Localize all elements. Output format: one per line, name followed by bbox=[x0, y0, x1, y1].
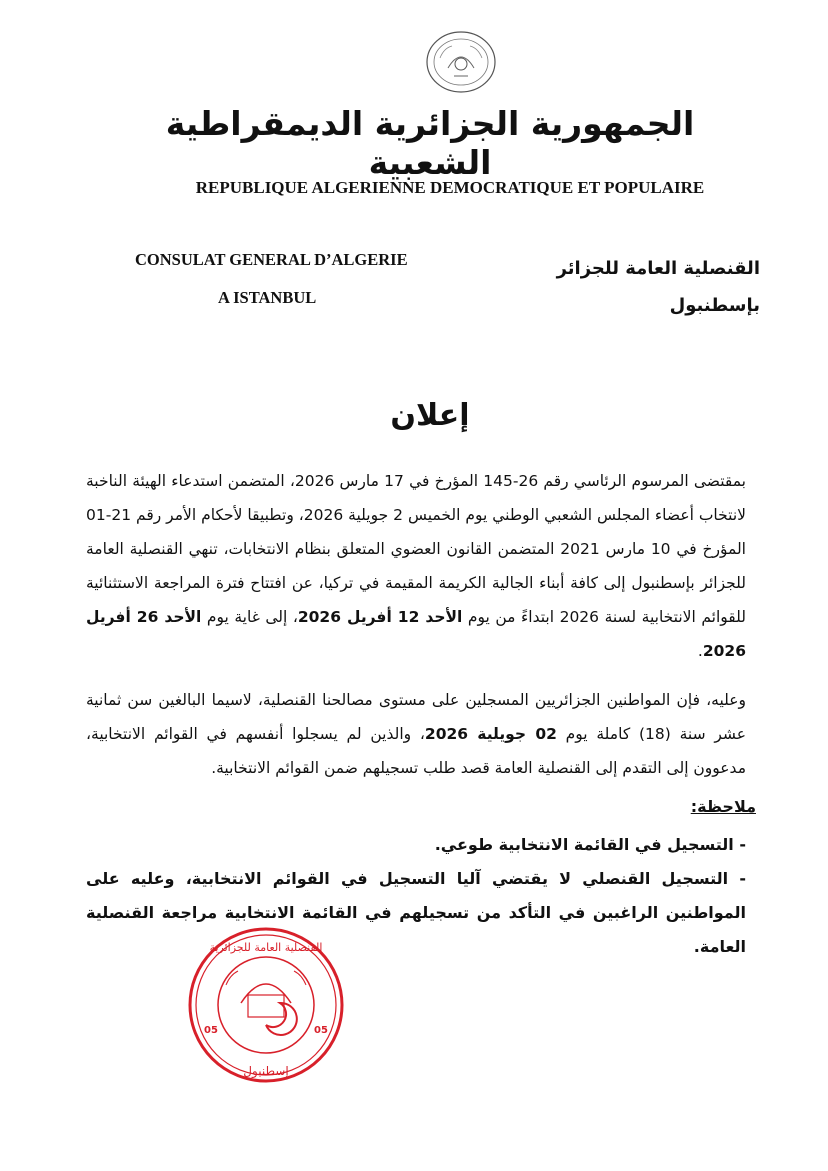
consulate-name-ar: القنصلية العامة للجزائر bbox=[556, 258, 760, 279]
consulate-city-ar: بإسطنبول bbox=[669, 295, 760, 316]
consulate-city-fr: A ISTANBUL bbox=[218, 288, 317, 307]
announcement-title: إعلان bbox=[390, 398, 470, 433]
stamp-text-top: القنصلية العامة للجزائرية bbox=[209, 941, 323, 954]
para1-mid-text: ، إلى غاية يوم bbox=[206, 608, 298, 626]
country-title-ar: الجمهورية الجزائرية الديمقراطية الشعبية bbox=[165, 104, 695, 182]
consulate-seal-icon bbox=[186, 925, 346, 1085]
algeria-emblem-icon bbox=[418, 28, 504, 96]
para2-end-text: ، والذين لم يسجلوا أنفسهم في القوائم الانتخابية، مدعوون إلى التقدم إلى القنصلية العامة قصد طلب تسجيلهم ضمن القوائم الانتخابية. bbox=[86, 725, 746, 777]
announcement-paragraph-1 bbox=[86, 464, 746, 668]
para2-date: 02 جويلية 2026 bbox=[424, 725, 557, 743]
para1-end: . bbox=[697, 642, 703, 660]
announcement-paragraph-2 bbox=[86, 683, 746, 785]
para1-start-date: الأحد 12 أفريل 2026 bbox=[297, 608, 463, 626]
para1-end-date: الأحد 26 أفريل 2026 bbox=[86, 608, 746, 660]
para1-text: بمقتضى المرسوم الرئاسي رقم 26-145 المؤرخ في 17 مارس 2026، المتضمن استدعاء الهيئة الناخبة لانتخاب أعضاء المجلس الشعبي الوطني يوم الخميس 2 جويلية 2026، وتطبيقا لأحكام الأمر رقم 21-01 المؤرخ في 10 مارس 2021 المتضمن القانون العضوي المتعلق بنظام الانتخابات، تنهي القنصلية العامة للجزائر بإسطنبول إلى كافة أبناء الجالية الكريمة المقيمة في تركيا، عن افتتاح فترة المراجعة الاستثنائية للقوائم الانتخابية لسنة 2026 ابتداءً من يوم bbox=[86, 472, 746, 626]
consulate-name-fr: CONSULAT GENERAL D’ALGERIE bbox=[135, 250, 408, 269]
notes-label: ملاحظة: bbox=[690, 797, 756, 816]
stamp-number-right: 05 bbox=[314, 1025, 328, 1036]
note-item-2: - التسجيل القنصلي لا يقتضي آليا التسجيل في القوائم الانتخابية، وعليه على المواطنين الراغبين في التأكد من تسجيلهم في القائمة الانتخابية مراجعة القنصلية العامة. bbox=[86, 869, 746, 956]
country-title-fr: REPUBLIQUE ALGERIENNE DEMOCRATIQUE ET POPULAIRE bbox=[195, 178, 705, 197]
stamp-number-left: 05 bbox=[204, 1025, 218, 1036]
para2-text: وعليه، فإن المواطنين الجزائريين المسجلين على مستوى مصالحنا القنصلية، لاسيما البالغين سن ثمانية عشر سنة (18) كاملة يوم bbox=[86, 691, 746, 743]
stamp-text-bottom: إسطنبول bbox=[243, 1064, 289, 1078]
note-item-1: - التسجيل في القائمة الانتخابية طوعي. bbox=[434, 835, 746, 854]
